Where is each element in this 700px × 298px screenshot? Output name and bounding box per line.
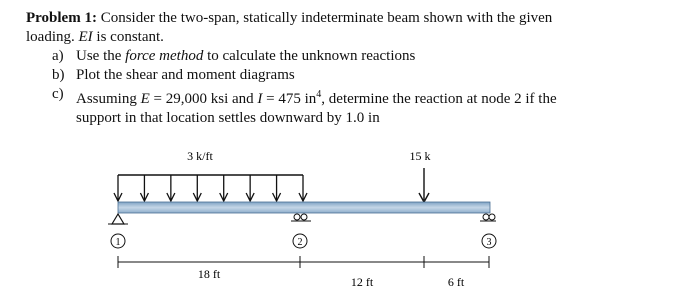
e-symbol: E (140, 91, 150, 107)
problem-intro-line2 (26, 28, 686, 47)
part-c-text-5: support in that location settles downward by 1.0 in (76, 110, 380, 126)
part-c-line2 (26, 109, 686, 128)
part-a-text-1: Use the (76, 48, 126, 64)
point-load-label: 15 k (409, 149, 431, 163)
point-load (410, 149, 431, 202)
beam-diagram (0, 140, 700, 298)
problem-parts-list (26, 47, 686, 128)
part-a-emphasis: force method (125, 48, 204, 64)
node-2-label: 2 (297, 237, 303, 248)
i-symbol: I (257, 91, 263, 107)
part-c-text-3: = 475 in (262, 91, 317, 107)
part-b-text: Plot the shear and moment diagrams (76, 67, 295, 83)
node-3-marker (482, 234, 496, 248)
dimension-line (118, 256, 489, 289)
part-a-text-2: to calculate the unknown reactions (203, 48, 416, 64)
beam (118, 202, 490, 213)
exponent: 4 (316, 89, 322, 100)
load-arrows (114, 175, 307, 201)
part-a-tag: a) (52, 48, 64, 64)
part-c (26, 85, 686, 109)
node-3-label: 3 (486, 237, 492, 248)
part-b-tag: b) (52, 67, 65, 83)
problem-statement (26, 9, 686, 128)
dimension-label-2: 12 ft (350, 275, 374, 289)
dimension-label-1: 18 ft (197, 267, 221, 281)
part-b (26, 66, 686, 85)
distributed-load-label: 3 k/ft (187, 149, 213, 163)
roller-support-2 (291, 214, 311, 221)
part-c-tag: c) (52, 86, 64, 102)
problem-intro (26, 9, 686, 28)
part-c-text-4: , determine the reaction at node 2 if the (321, 91, 557, 107)
node-1-label: 1 (115, 237, 121, 248)
pin-support-1 (108, 214, 128, 224)
intro-text-3: is constant. (92, 29, 164, 45)
dimension-label-3: 6 ft (447, 275, 465, 289)
roller-support-3 (480, 214, 496, 221)
intro-text-1: Consider the two-span, statically indeterminate beam shown with the given (96, 10, 553, 26)
distributed-load (114, 149, 307, 201)
part-a (26, 47, 686, 66)
intro-text-2: loading. (26, 29, 79, 45)
part-c-text-1: Assuming (76, 91, 141, 107)
part-c-text-2: = 29,000 ksi and (149, 91, 258, 107)
node-1-marker (111, 234, 125, 248)
ei-symbol: EI (78, 29, 93, 45)
node-2-marker (293, 234, 307, 248)
problem-heading: Problem 1: (26, 10, 97, 26)
